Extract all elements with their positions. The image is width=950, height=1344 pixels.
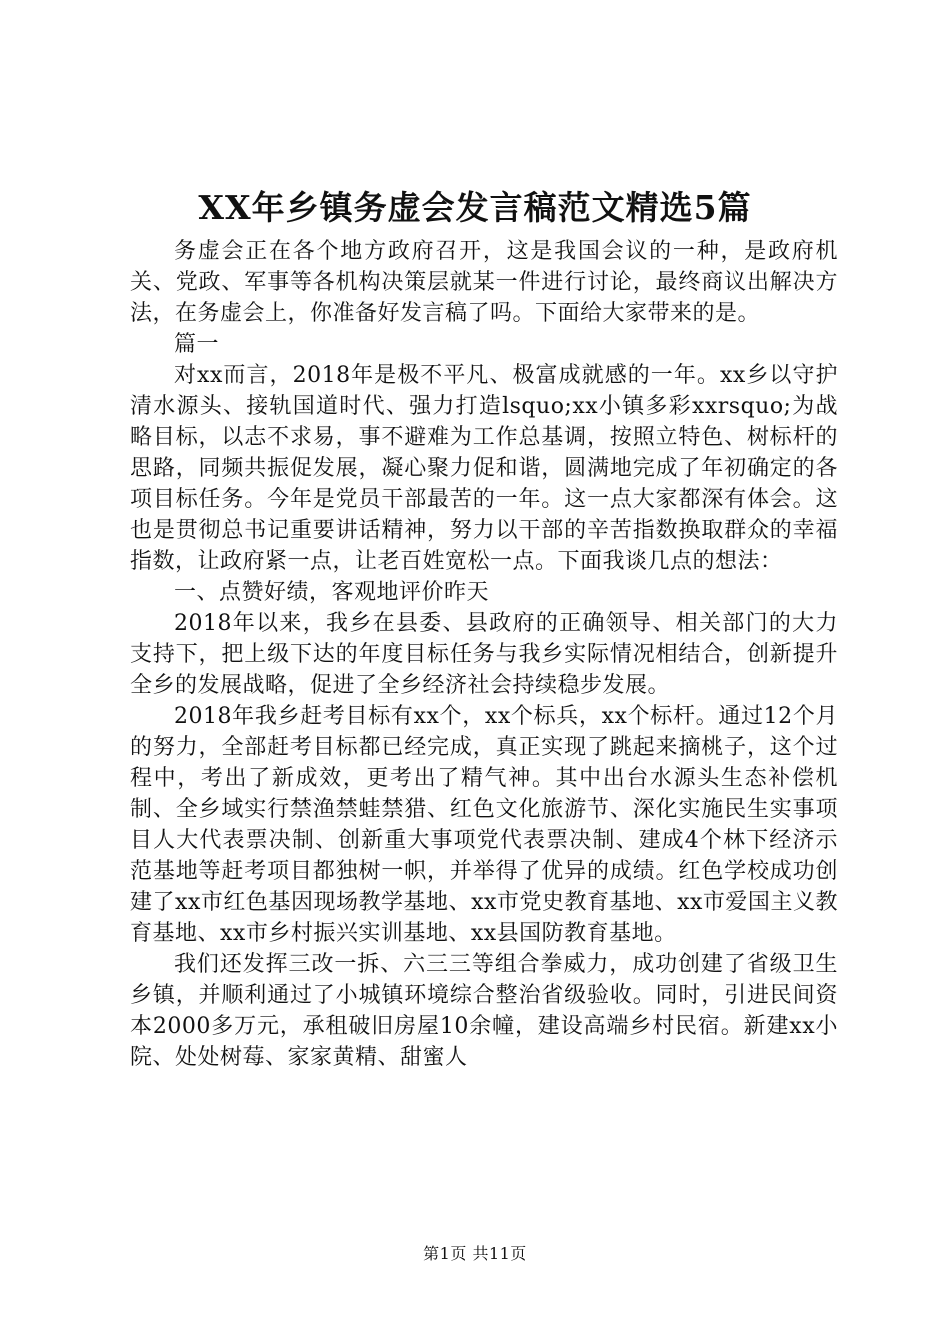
body-paragraph: 2018年以来，我乡在县委、县政府的正确领导、相关部门的大力支持下，把上级下达的年度目标任务与我乡实际情况相结合，创新提升全乡的发展战略，促进了全乡经济社会持续稳步发展。 — [130, 611, 838, 698]
document-title: XX年乡镇务虚会发言稿范文精选5篇 — [198, 188, 752, 227]
intro-paragraph: 务虚会正在各个地方政府召开，这是我国会议的一种，是政府机关、党政、军事等各机构决策层就某一件进行讨论，最终商议出解决方法，在务虚会上，你准备好发言稿了吗。下面给大家带来的是。 — [130, 239, 838, 326]
body-paragraph: 对xx而言，2018年是极不平凡、极富成就感的一年。xx乡以守护清水源头、接轨国道时代、强力打造lsquo;xx小镇多彩xxrsquo;为战略目标，以志不求易，事不避难为工作总基调，按照立特色、树标杆的思路，同频共振促发展，凝心聚力促和谐，圆满地完成了年初确定的各项目标任务。今年是党员干部最苦的一年。这一点大家都深有体会。这也是贯彻总书记重要讲话精神，努力以干部的辛苦指数换取群众的幸福指数，让政府紧一点，让老百姓宽松一点。下面我谈几点的想法： — [130, 363, 838, 574]
body-paragraph: 我们还发挥三改一拆、六三三等组合拳威力，成功创建了省级卫生乡镇，并顺利通过了小城镇环境综合整治省级验收。同时，引进民间资本2000多万元，承租破旧房屋10余幢，建设高端乡村民宿。新建xx小院、处处树莓、家家黄精、甜蜜人 — [130, 952, 838, 1070]
body-paragraph: 2018年我乡赶考目标有xx个，xx个标兵，xx个标杆。通过12个月的努力，全部赶考目标都已经完成，真正实现了跳起来摘桃子，这个过程中，考出了新成效，更考出了精气神。其中出台水源头生态补偿机制、全乡域实行禁渔禁蛙禁猎、红色文化旅游节、深化实施民生实事项目人大代表票决制、创新重大事项党代表票决制、建成4个林下经济示范基地等赶考项目都独树一帜，并举得了优异的成绩。红色学校成功创建了xx市红色基因现场教学基地、xx市党史教育基地、xx市爱国主义教育基地、xx市乡村振兴实训基地、xx县国防教育基地。 — [130, 704, 838, 946]
document-body — [130, 236, 838, 1073]
section-heading-part-one: 篇一 — [174, 332, 220, 357]
subsection-heading: 一、点赞好绩，客观地评价昨天 — [174, 580, 490, 605]
page-number-footer: 第1页 共11页 — [423, 1244, 527, 1263]
